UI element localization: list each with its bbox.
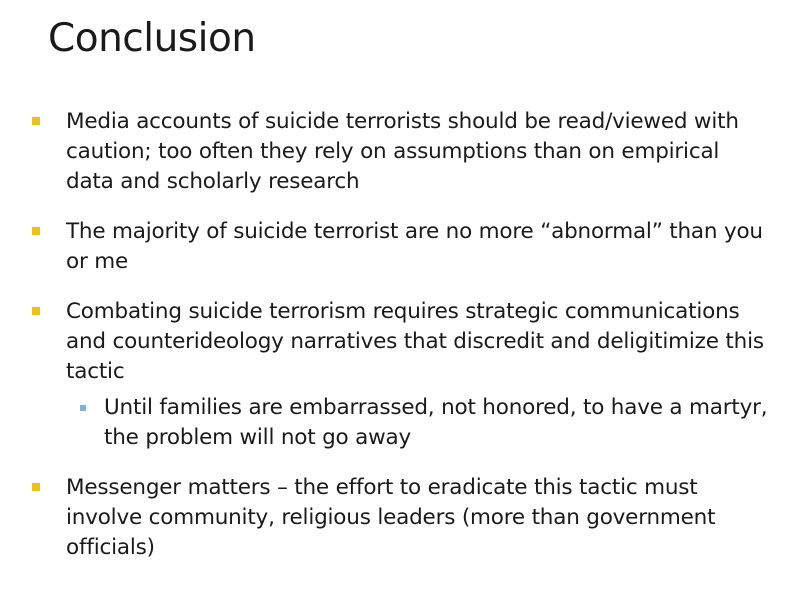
bullet-item xyxy=(30,473,770,563)
bullet-text: Media accounts of suicide terrorists should be read/viewed with caution; too often they rely on assumptions than on empirical data and scholarly research xyxy=(66,109,739,194)
bullet-text: Combating suicide terrorism requires strategic communications and counterideology narratives that discredit and deligitimize this tactic xyxy=(66,299,764,384)
sub-bullet-text: Until families are embarrassed, not honored, to have a martyr, the problem will not go away xyxy=(104,395,768,450)
slide-title: Conclusion xyxy=(48,16,256,61)
square-bullet-icon xyxy=(32,307,40,315)
bullet-item xyxy=(30,297,770,453)
square-bullet-icon xyxy=(32,227,40,235)
sub-bullet-list xyxy=(66,393,770,453)
small-square-bullet-icon xyxy=(80,405,86,411)
bullet-list xyxy=(30,107,770,563)
sub-bullet-item xyxy=(66,393,770,453)
bullet-text: Messenger matters – the effort to eradicate this tactic must involve community, religious leaders (more than government officials) xyxy=(66,475,716,560)
square-bullet-icon xyxy=(32,483,40,491)
bullet-item xyxy=(30,217,770,277)
square-bullet-icon xyxy=(32,117,40,125)
bullet-item xyxy=(30,107,770,197)
bullet-text: The majority of suicide terrorist are no more “abnormal” than you or me xyxy=(66,219,763,274)
